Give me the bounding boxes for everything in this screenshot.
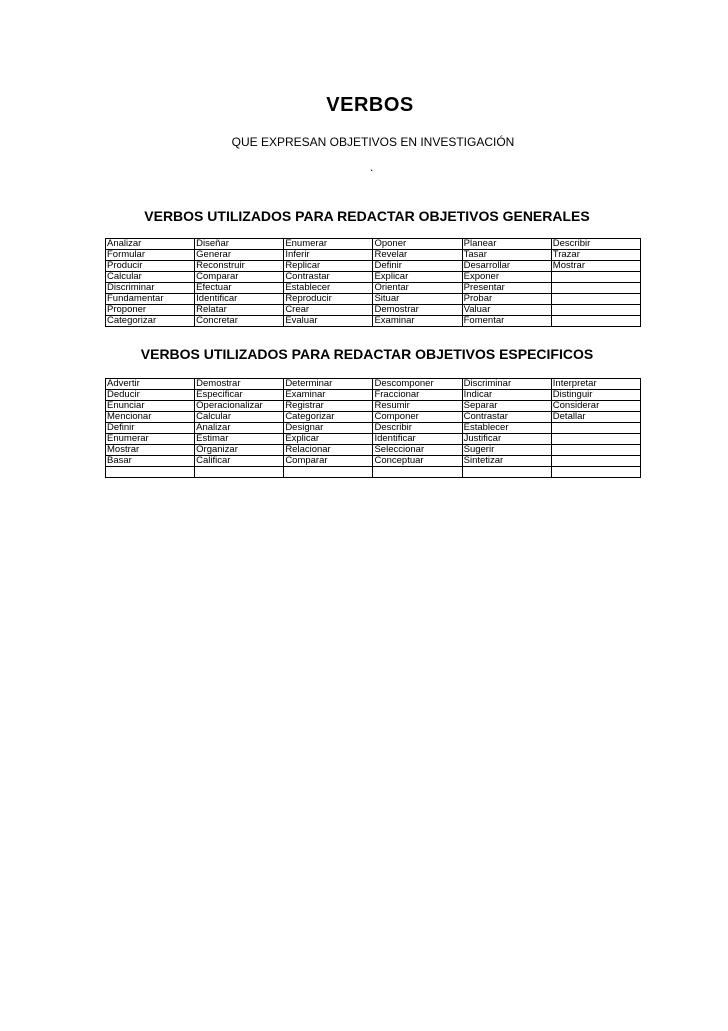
table-row xyxy=(106,401,641,412)
table-cell xyxy=(551,294,640,305)
table-cell: Comparar xyxy=(195,272,284,283)
table-cell: Basar xyxy=(106,456,195,467)
table-row xyxy=(106,423,641,434)
table-cell: Advertir xyxy=(106,379,195,390)
table-cell: Efectuar xyxy=(195,283,284,294)
table-cell: Especificar xyxy=(195,390,284,401)
table-cell: Probar xyxy=(462,294,551,305)
table-cell: Diseñar xyxy=(195,239,284,250)
table-cell: Fomentar xyxy=(462,316,551,327)
table-cell: Situar xyxy=(373,294,462,305)
table-cell: Relacionar xyxy=(284,445,373,456)
table-row xyxy=(106,261,641,272)
table-cell: Relatar xyxy=(195,305,284,316)
page-subtitle: QUE EXPRESAN OBJETIVOS EN INVESTIGACIÓN xyxy=(231,135,515,149)
general-verbs-table xyxy=(105,238,641,327)
table-cell: Mostrar xyxy=(551,261,640,272)
table-row xyxy=(106,379,641,390)
table-cell xyxy=(551,467,640,478)
table-row xyxy=(106,294,641,305)
table-cell: Demostrar xyxy=(373,305,462,316)
table-cell: Formular xyxy=(106,250,195,261)
table-cell: Definir xyxy=(373,261,462,272)
table-cell: Presentar xyxy=(462,283,551,294)
table-cell xyxy=(551,305,640,316)
table-cell: Distinguir xyxy=(551,390,640,401)
table-cell: Crear xyxy=(284,305,373,316)
table-cell: Discriminar xyxy=(462,379,551,390)
table-cell: Calcular xyxy=(106,272,195,283)
table-cell: Orientar xyxy=(373,283,462,294)
table-cell: Examinar xyxy=(284,390,373,401)
table-cell xyxy=(462,467,551,478)
table-row xyxy=(106,305,641,316)
table-cell: Descomponer xyxy=(373,379,462,390)
table-cell: Exponer xyxy=(462,272,551,283)
table-cell: Considerar xyxy=(551,401,640,412)
table-cell: Concretar xyxy=(195,316,284,327)
table-cell xyxy=(551,456,640,467)
table-cell: Mostrar xyxy=(106,445,195,456)
table-cell: Revelar xyxy=(373,250,462,261)
table-cell: Establecer xyxy=(462,423,551,434)
table-row xyxy=(106,316,641,327)
table-cell: Organizar xyxy=(195,445,284,456)
table-cell: Designar xyxy=(284,423,373,434)
table-cell: Analizar xyxy=(106,239,195,250)
table-cell: Valuar xyxy=(462,305,551,316)
table-cell: Determinar xyxy=(284,379,373,390)
table-cell xyxy=(551,272,640,283)
table-cell: Enumerar xyxy=(284,239,373,250)
table-cell: Conceptuar xyxy=(373,456,462,467)
table-cell: Deducir xyxy=(106,390,195,401)
table-row xyxy=(106,272,641,283)
table-cell: Identificar xyxy=(373,434,462,445)
table-row xyxy=(106,467,641,478)
table-cell xyxy=(551,445,640,456)
general-objectives-heading: VERBOS UTILIZADOS PARA REDACTAR OBJETIVOS GENERALES xyxy=(144,208,590,224)
table-cell: Analizar xyxy=(195,423,284,434)
table-cell xyxy=(106,467,195,478)
table-cell: Fundamentar xyxy=(106,294,195,305)
table-cell: Registrar xyxy=(284,401,373,412)
table-row xyxy=(106,445,641,456)
table-cell: Separar xyxy=(462,401,551,412)
table-cell: Definir xyxy=(106,423,195,434)
table-cell: Operacionalizar xyxy=(195,401,284,412)
table-row xyxy=(106,283,641,294)
table-cell: Replicar xyxy=(284,261,373,272)
table-row xyxy=(106,239,641,250)
specific-objectives-heading: VERBOS UTILIZADOS PARA REDACTAR OBJETIVOS ESPECIFICOS xyxy=(140,346,594,362)
table-cell: Reproducir xyxy=(284,294,373,305)
table-cell: Contrastar xyxy=(284,272,373,283)
table-row xyxy=(106,390,641,401)
table-cell: Generar xyxy=(195,250,284,261)
table-cell: Inferir xyxy=(284,250,373,261)
table-cell: Evaluar xyxy=(284,316,373,327)
table-cell xyxy=(195,467,284,478)
table-cell: Interpretar xyxy=(551,379,640,390)
table-cell: Justificar xyxy=(462,434,551,445)
table-cell: Tasar xyxy=(462,250,551,261)
table-cell xyxy=(551,316,640,327)
table-cell: Categorizar xyxy=(106,316,195,327)
table-cell: Producir xyxy=(106,261,195,272)
table-cell: Desarrollar xyxy=(462,261,551,272)
table-cell: Detallar xyxy=(551,412,640,423)
table-cell: Discriminar xyxy=(106,283,195,294)
table-cell xyxy=(284,467,373,478)
table-cell: Estimar xyxy=(195,434,284,445)
specific-verbs-table xyxy=(105,378,641,478)
table-cell: Componer xyxy=(373,412,462,423)
table-cell: Enunciar xyxy=(106,401,195,412)
table-cell xyxy=(551,283,640,294)
table-cell: Mencionar xyxy=(106,412,195,423)
table-cell: Contrastar xyxy=(462,412,551,423)
table-cell: Fraccionar xyxy=(373,390,462,401)
table-cell: Categorizar xyxy=(284,412,373,423)
table-cell: Demostrar xyxy=(195,379,284,390)
table-cell xyxy=(551,434,640,445)
table-cell: Calificar xyxy=(195,456,284,467)
table-cell xyxy=(373,467,462,478)
table-cell: Explicar xyxy=(373,272,462,283)
table-row xyxy=(106,456,641,467)
table-row xyxy=(106,250,641,261)
table-cell: Reconstruir xyxy=(195,261,284,272)
table-cell: Identificar xyxy=(195,294,284,305)
table-cell: Seleccionar xyxy=(373,445,462,456)
table-cell: Trazar xyxy=(551,250,640,261)
table-cell: Planear xyxy=(462,239,551,250)
table-cell: Explicar xyxy=(284,434,373,445)
table-cell: Sugerir xyxy=(462,445,551,456)
table-cell: Sintetizar xyxy=(462,456,551,467)
table-row xyxy=(106,412,641,423)
table-cell: Resumir xyxy=(373,401,462,412)
table-cell: Establecer xyxy=(284,283,373,294)
table-cell: Oponer xyxy=(373,239,462,250)
table-cell: Proponer xyxy=(106,305,195,316)
table-cell: Enumerar xyxy=(106,434,195,445)
table-cell xyxy=(551,423,640,434)
table-cell: Describir xyxy=(551,239,640,250)
page-title: VERBOS xyxy=(326,94,414,116)
table-cell: Describir xyxy=(373,423,462,434)
table-cell: Comparar xyxy=(284,456,373,467)
table-cell: Examinar xyxy=(373,316,462,327)
table-cell: Calcular xyxy=(195,412,284,423)
dot-mark: . xyxy=(370,160,374,174)
table-row xyxy=(106,434,641,445)
table-cell: Indicar xyxy=(462,390,551,401)
